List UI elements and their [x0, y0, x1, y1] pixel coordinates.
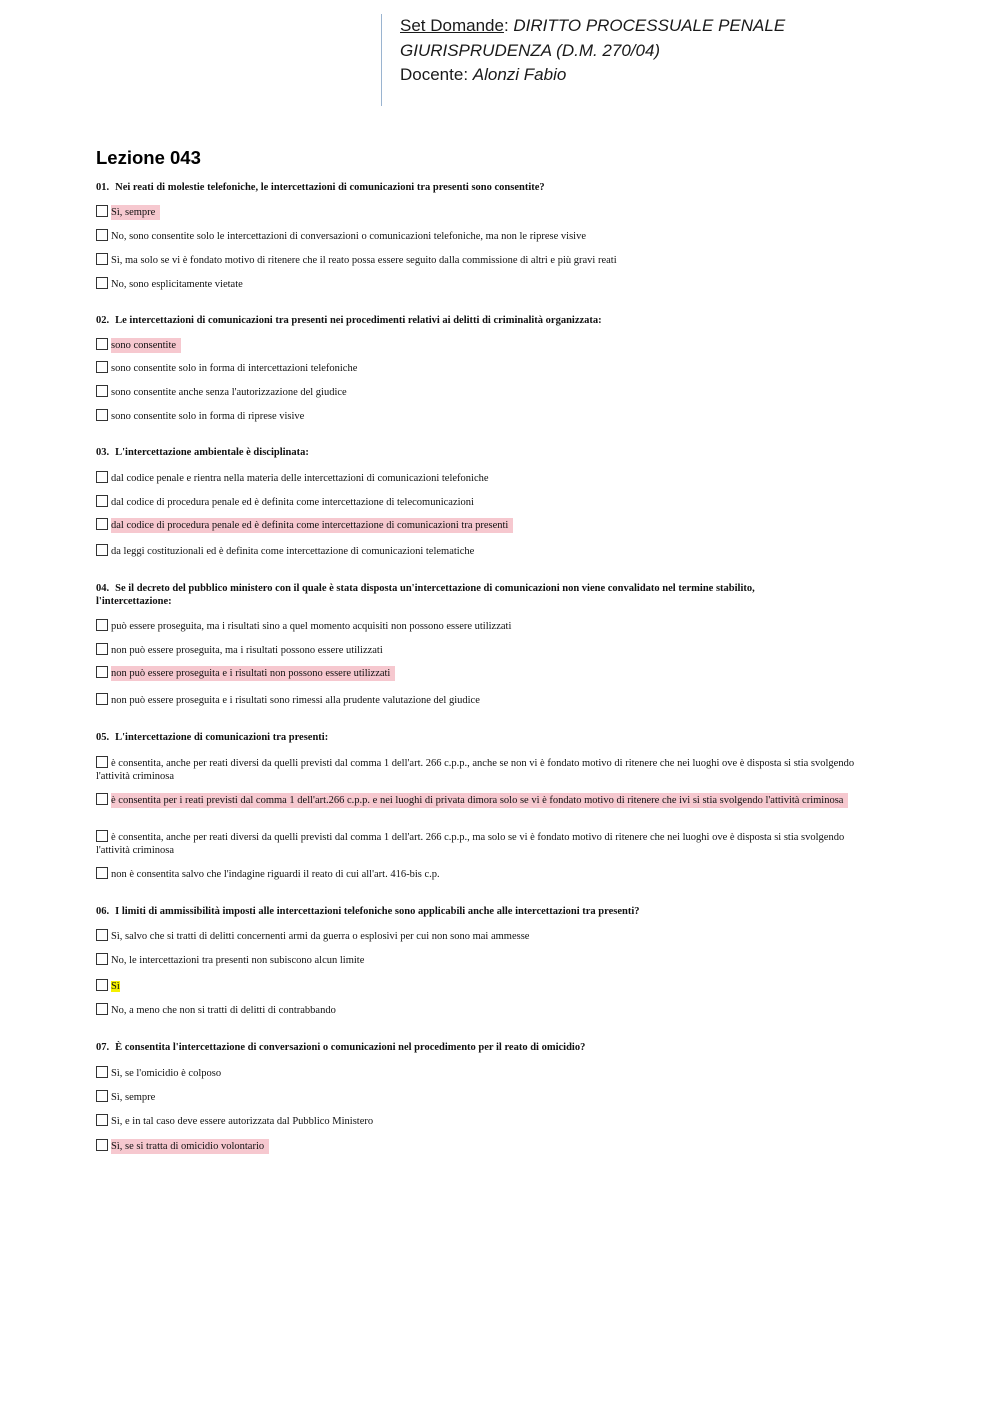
checkbox-icon[interactable] — [96, 361, 108, 373]
lesson-title: Lezione 043 — [96, 147, 201, 168]
set-label: Set Domande — [400, 16, 504, 35]
option-text: Sì, sempre — [111, 205, 160, 220]
option-text: No, sono consentite solo le intercettazioni di conversazioni o comunicazioni telefoniche, ma non le riprese visive — [111, 231, 586, 242]
set-line — [400, 14, 941, 39]
option-text: Sì, se si tratta di omicidio volontario — [111, 1139, 269, 1154]
option-text: può essere proseguita, ma i risultati sino a quel momento acquisiti non possono essere utilizzati — [111, 621, 512, 632]
option-text: dal codice penale e rientra nella materia delle intercettazioni di comunicazioni telefoniche — [111, 473, 489, 484]
checkbox-icon[interactable] — [96, 666, 108, 678]
checkbox-icon[interactable] — [96, 205, 108, 217]
option-05-1[interactable] — [96, 756, 872, 783]
docente-line — [400, 63, 941, 88]
option-06-1[interactable] — [96, 929, 876, 943]
option-05-2[interactable] — [96, 793, 872, 807]
option-02-1[interactable] — [96, 338, 876, 352]
question-01 — [96, 181, 876, 194]
option-text: non può essere proseguita e i risultati non possono essere utilizzati — [111, 666, 395, 681]
option-text: non può essere proseguita e i risultati sono rimessi alla prudente valutazione del giudice — [111, 695, 480, 706]
question-03 — [96, 446, 876, 459]
option-text: sono consentite solo in forma di intercettazioni telefoniche — [111, 363, 358, 374]
document-header — [381, 14, 941, 106]
checkbox-icon[interactable] — [96, 619, 108, 631]
option-text: non è consentita salvo che l'indagine riguardi il reato di cui all'art. 416-bis c.p. — [111, 869, 440, 880]
option-text: non può essere proseguita, ma i risultati possono essere utilizzati — [111, 645, 383, 656]
checkbox-icon[interactable] — [96, 830, 108, 842]
option-text: da leggi costituzionali ed è definita come intercettazione di comunicazioni telematiche — [111, 546, 475, 557]
question-text: L'intercettazione di comunicazioni tra presenti: — [115, 732, 329, 743]
option-04-2[interactable] — [96, 643, 876, 657]
question-07 — [96, 1041, 876, 1054]
checkbox-icon[interactable] — [96, 867, 108, 879]
option-text: è consentita, anche per reati diversi da quelli previsti dal comma 1 dell'art. 266 c.p.p., anche se non vi è fondato motivo di ritenere che nei luoghi ove è disposta si stia svolgendo l'attività criminosa — [96, 758, 855, 782]
course-title-line2: GIURISPRUDENZA (D.M. 270/04) — [400, 40, 661, 60]
option-text: dal codice di procedura penale ed è definita come intercettazione di comunicazioni tra presenti — [111, 518, 513, 533]
option-07-2[interactable] — [96, 1090, 876, 1104]
checkbox-icon[interactable] — [96, 756, 108, 768]
question-number: 04. — [96, 583, 110, 594]
question-04 — [96, 582, 826, 608]
checkbox-icon[interactable] — [96, 277, 108, 289]
option-02-3[interactable] — [96, 385, 876, 399]
option-06-2[interactable] — [96, 953, 876, 967]
checkbox-icon[interactable] — [96, 793, 108, 805]
checkbox-icon[interactable] — [96, 1139, 108, 1151]
checkbox-icon[interactable] — [96, 1003, 108, 1015]
checkbox-icon[interactable] — [96, 229, 108, 241]
option-04-3[interactable] — [96, 666, 876, 680]
option-text: Sì, sempre — [111, 1092, 156, 1103]
option-01-3[interactable] — [96, 253, 876, 267]
option-text: Sì, salvo che si tratti di delitti concernenti armi da guerra o esplosivi per cui non sono mai ammesse — [111, 931, 530, 942]
checkbox-icon[interactable] — [96, 1066, 108, 1078]
option-text: sono consentite anche senza l'autorizzazione del giudice — [111, 387, 347, 398]
question-number: 03. — [96, 447, 110, 458]
question-05 — [96, 731, 876, 744]
option-03-1[interactable] — [96, 471, 876, 485]
question-text: Le intercettazioni di comunicazioni tra presenti nei procedimenti relativi ai delitti di criminalità organizzata: — [115, 315, 602, 326]
option-07-3[interactable] — [96, 1114, 876, 1128]
option-04-4[interactable] — [96, 693, 876, 707]
option-05-4[interactable] — [96, 867, 876, 881]
option-06-3[interactable] — [96, 979, 876, 993]
checkbox-icon[interactable] — [96, 338, 108, 350]
option-04-1[interactable] — [96, 619, 876, 633]
option-text: No, sono esplicitamente vietate — [111, 279, 243, 290]
option-text: sono consentite — [111, 338, 181, 353]
option-05-3[interactable] — [96, 830, 872, 857]
question-number: 07. — [96, 1042, 110, 1053]
checkbox-icon[interactable] — [96, 253, 108, 265]
option-01-2[interactable] — [96, 229, 876, 243]
checkbox-icon[interactable] — [96, 385, 108, 397]
checkbox-icon[interactable] — [96, 1114, 108, 1126]
checkbox-icon[interactable] — [96, 929, 108, 941]
checkbox-icon[interactable] — [96, 953, 108, 965]
question-text: Se il decreto del pubblico ministero con il quale è stata disposta un'intercettazione di comunicazioni non viene convalidato nel termine stabilito, l'intercettazione: — [96, 583, 755, 607]
option-text: Sì — [111, 981, 120, 992]
option-07-1[interactable] — [96, 1066, 876, 1080]
question-number: 05. — [96, 732, 110, 743]
checkbox-icon[interactable] — [96, 693, 108, 705]
option-03-2[interactable] — [96, 495, 876, 509]
checkbox-icon[interactable] — [96, 979, 108, 991]
option-text: sono consentite solo in forma di riprese visive — [111, 411, 305, 422]
option-text: Sì, se l'omicidio è colposo — [111, 1068, 222, 1079]
option-text: Sì, e in tal caso deve essere autorizzata dal Pubblico Ministero — [111, 1116, 374, 1127]
question-text: Nei reati di molestie telefoniche, le intercettazioni di comunicazioni tra presenti sono consentite? — [115, 182, 545, 193]
question-text: L'intercettazione ambientale è disciplinata: — [115, 447, 309, 458]
option-01-1[interactable] — [96, 205, 876, 219]
checkbox-icon[interactable] — [96, 409, 108, 421]
option-03-4[interactable] — [96, 544, 876, 558]
question-text: I limiti di ammissibilità imposti alle intercettazioni telefoniche sono applicabili anche alle intercettazioni tra presenti? — [115, 906, 640, 917]
option-text: è consentita per i reati previsti dal comma 1 dell'art.266 c.p.p. e nei luoghi di privata dimora solo se vi è fondato motivo di ritenere che ivi si stia svolgendo l'attività criminosa — [111, 793, 848, 808]
set-colon: : — [503, 16, 514, 35]
option-text: No, a meno che non si tratti di delitti di contrabbando — [111, 1005, 336, 1016]
question-06 — [96, 905, 876, 918]
question-number: 06. — [96, 906, 110, 917]
docente-name: Alonzi Fabio — [472, 65, 567, 84]
checkbox-icon[interactable] — [96, 495, 108, 507]
option-01-4[interactable] — [96, 277, 876, 291]
question-number: 01. — [96, 182, 110, 193]
option-text: è consentita, anche per reati diversi da quelli previsti dal comma 1 dell'art. 266 c.p.p., ma solo se vi è fondato motivo di ritenere che nei luoghi ove è disposta si stia svolgendo l'attività criminosa — [96, 832, 845, 856]
checkbox-icon[interactable] — [96, 1090, 108, 1102]
question-02 — [96, 314, 876, 327]
course-title-line1: DIRITTO PROCESSUALE PENALE — [513, 16, 786, 35]
option-02-4[interactable] — [96, 409, 876, 423]
docente-label: Docente: — [400, 65, 473, 84]
question-text: È consentita l'intercettazione di conversazioni o comunicazioni nel procedimento per il reato di omicidio? — [115, 1042, 586, 1053]
question-number: 02. — [96, 315, 110, 326]
checkbox-icon[interactable] — [96, 518, 108, 530]
option-02-2[interactable] — [96, 361, 876, 375]
option-06-4[interactable] — [96, 1003, 876, 1017]
checkbox-icon[interactable] — [96, 471, 108, 483]
option-03-3[interactable] — [96, 518, 876, 532]
checkbox-icon[interactable] — [96, 544, 108, 556]
option-text: No, le intercettazioni tra presenti non subiscono alcun limite — [111, 955, 365, 966]
checkbox-icon[interactable] — [96, 643, 108, 655]
option-text: Sì, ma solo se vi è fondato motivo di ritenere che il reato possa essere seguito dalla commissione di altri e più gravi reati — [111, 255, 617, 266]
option-07-4[interactable] — [96, 1139, 876, 1153]
option-text: dal codice di procedura penale ed è definita come intercettazione di telecomunicazioni — [111, 497, 474, 508]
